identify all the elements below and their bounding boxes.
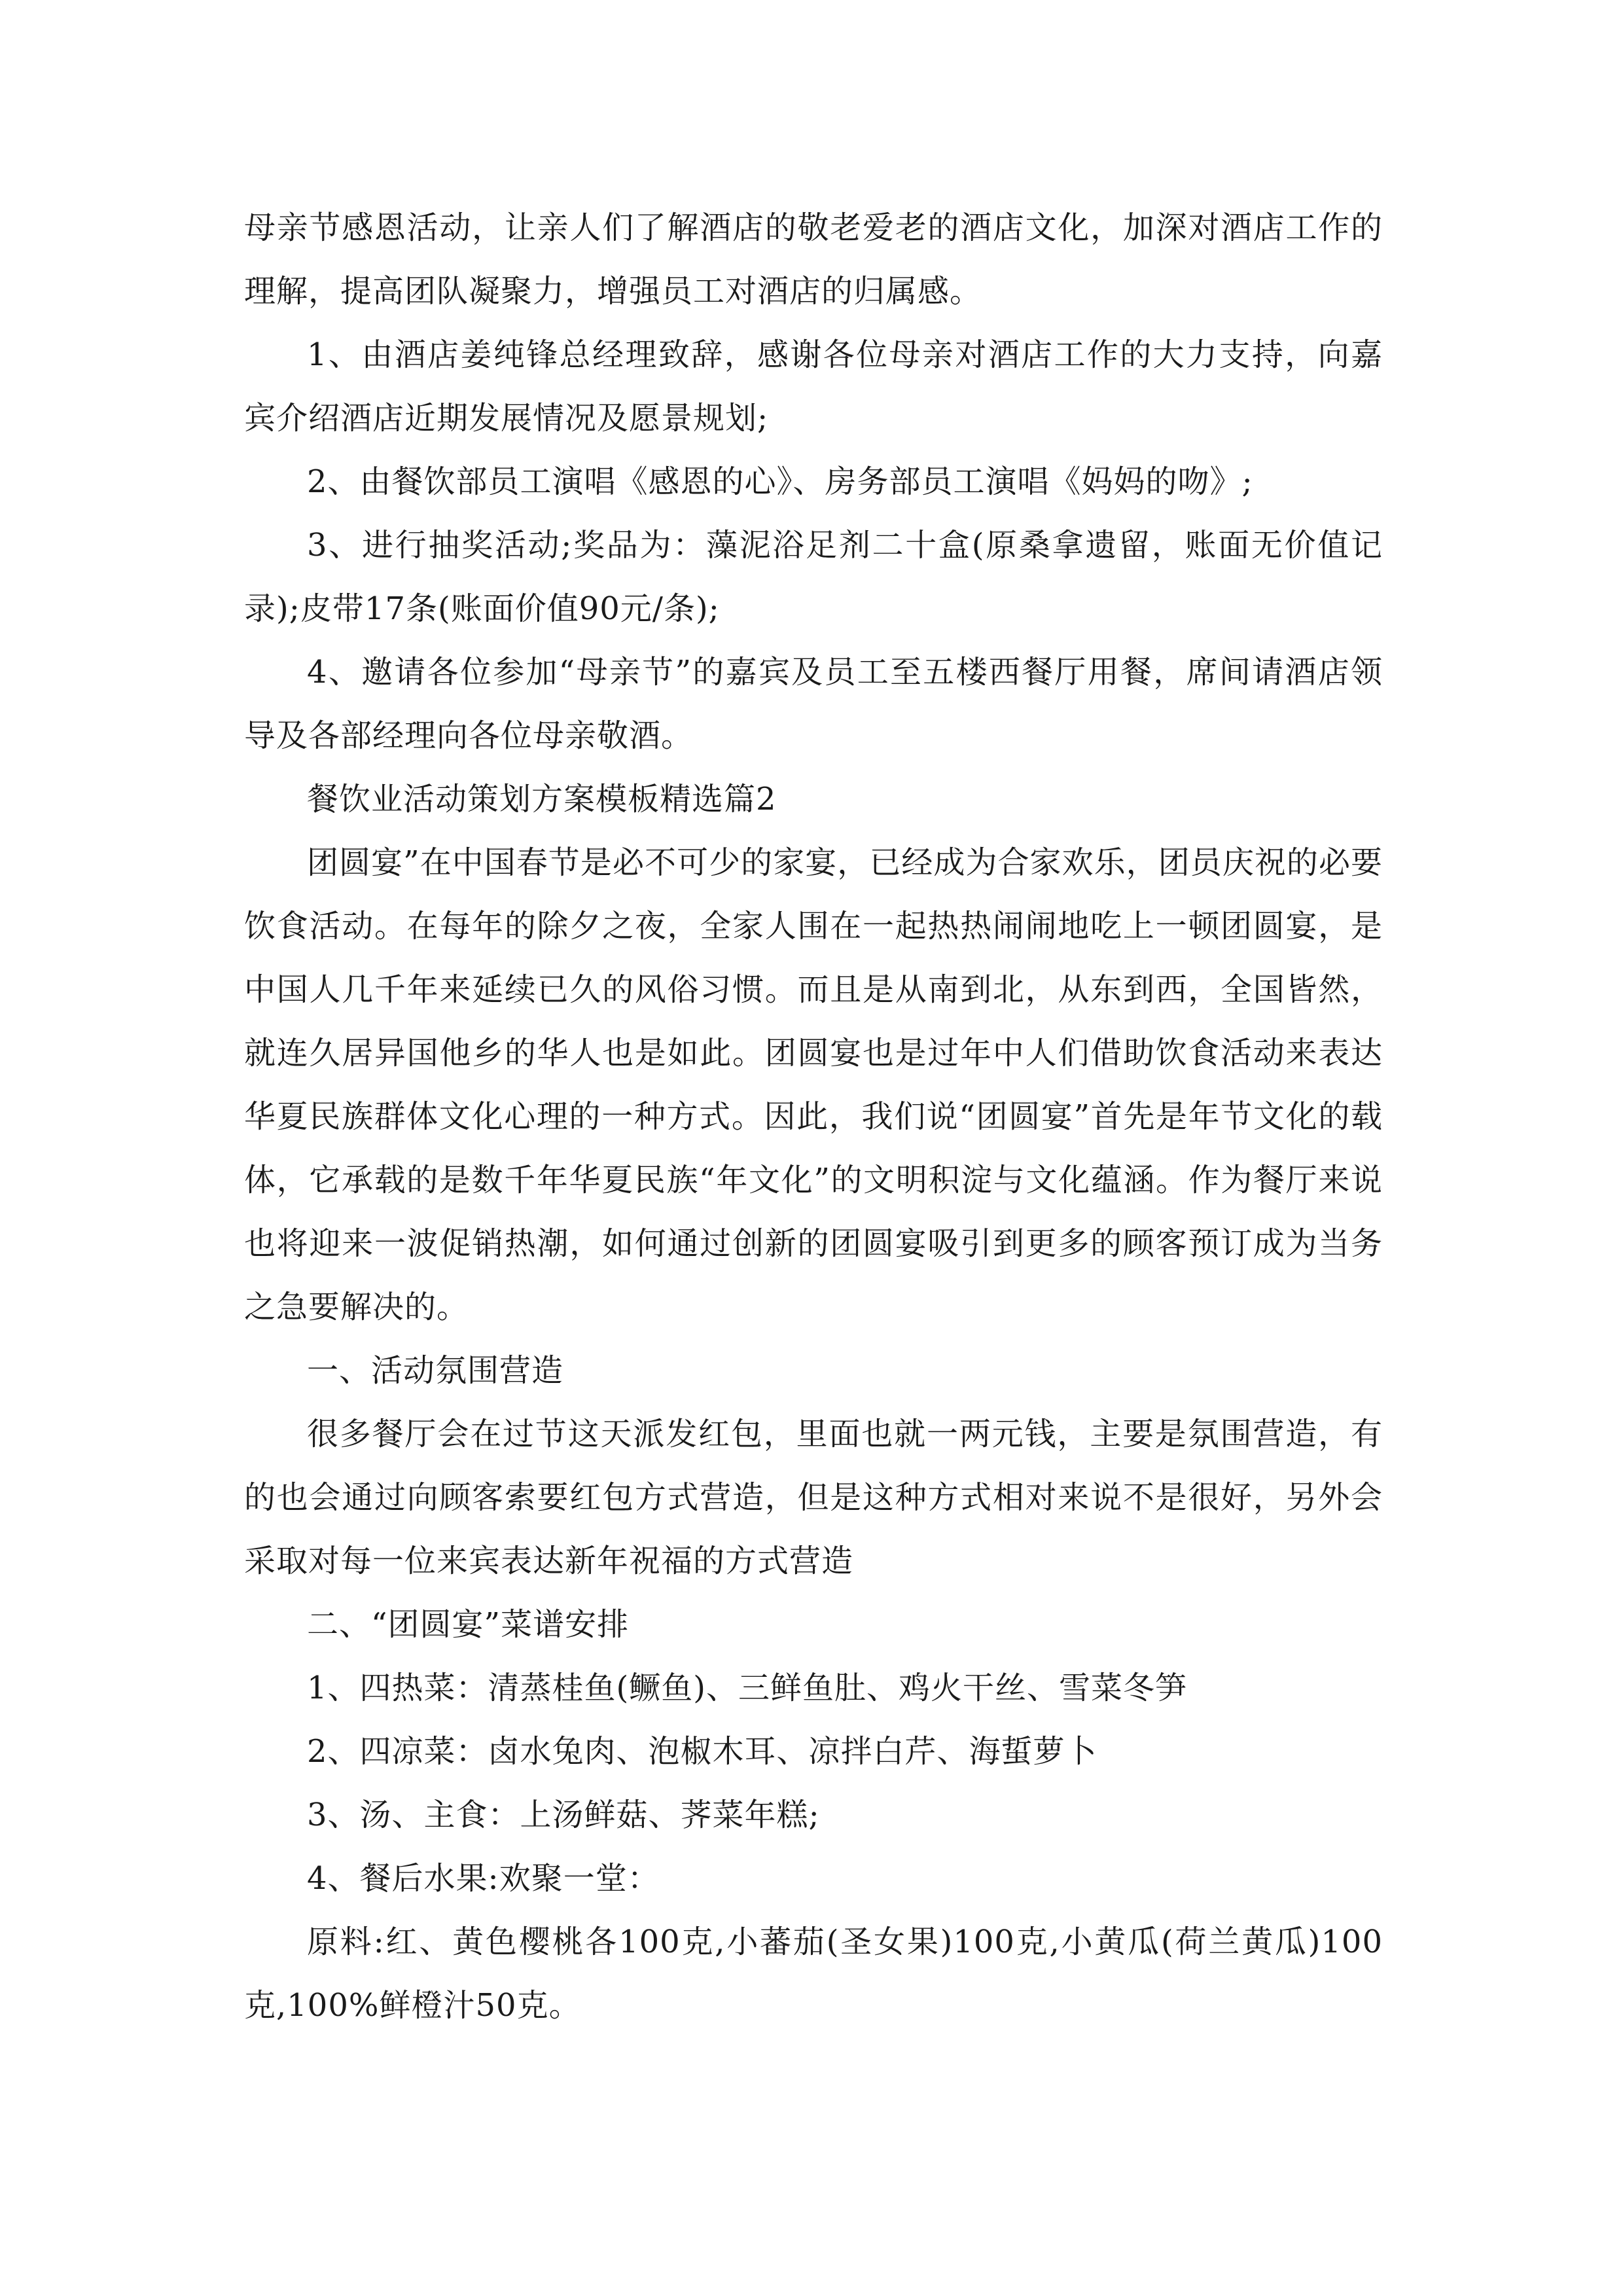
menu-item-cold-dishes: 2、四凉菜：卤水兔肉、泡椒木耳、凉拌白芹、海蜇萝卜: [307, 1733, 1097, 1770]
paragraph-item-2: 2、由餐饮部员工演唱《感恩的心》、房务部员工演唱《妈妈的吻》;: [307, 463, 1253, 500]
paragraph-intro: 母亲节感恩活动，让亲人们了解酒店的敬老爱老的酒店文化，加深对酒店工作的理解，提高团队凝聚力，增强员工对酒店的归属感。: [244, 209, 1383, 310]
subheading-menu: 二、“团圆宴”菜谱安排: [307, 1606, 630, 1643]
paragraph-item-1: 1、由酒店姜纯锋总经理致辞，感谢各位母亲对酒店工作的大力支持，向嘉宾介绍酒店近期发展情况及愿景规划;: [244, 336, 1383, 437]
document-body: [244, 196, 1383, 2037]
menu-item-hot-dishes: 1、四热菜：清蒸桂鱼(鳜鱼)、三鲜鱼肚、鸡火干丝、雪菜冬笋: [307, 1670, 1187, 1706]
subheading-atmosphere: 一、活动氛围营造: [307, 1352, 564, 1389]
paragraph-reunion-dinner: 团圆宴”在中国春节是必不可少的家宴，已经成为合家欢乐，团员庆祝的必要饮食活动。在每年的除夕之夜，全家人围在一起热热闹闹地吃上一顿团圆宴，是中国人几千年来延续已久的风俗习惯。而且是从南到北，从东到西，全国皆然，就连久居异国他乡的华人也是如此。团圆宴也是过年中人们借助饮食活动来表达华夏民族群体文化心理的一种方式。因此，我们说“团圆宴”首先是年节文化的载体，它承载的是数千年华夏民族“年文化”的文明积淀与文化蕴涵。作为餐厅来说也将迎来一波促销热潮，如何通过创新的团圆宴吸引到更多的顾客预订成为当务之急要解决的。: [244, 844, 1383, 1325]
paragraph-item-4: 4、邀请各位参加“母亲节”的嘉宾及员工至五楼西餐厅用餐，席间请酒店领导及各部经理向各位母亲敬酒。: [244, 654, 1383, 754]
section-heading-2: 餐饮业活动策划方案模板精选篇2: [307, 781, 777, 817]
paragraph-atmosphere: 很多餐厅会在过节这天派发红包，里面也就一两元钱，主要是氛围营造，有的也会通过向顾客索要红包方式营造，但是这种方式相对来说不是很好，另外会采取对每一位来宾表达新年祝福的方式营造: [244, 1416, 1383, 1579]
paragraph-item-3: 3、进行抽奖活动;奖品为：藻泥浴足剂二十盒(原桑拿遗留，账面无价值记录);皮带17条(账面价值90元/条);: [244, 527, 1383, 627]
menu-item-soup-staple: 3、汤、主食：上汤鲜菇、荠菜年糕;: [307, 1797, 820, 1833]
paragraph-ingredients: 原料:红、黄色樱桃各100克,小蕃茄(圣女果)100克,小黄瓜(荷兰黄瓜)100克,100%鲜橙汁50克。: [244, 1924, 1383, 2024]
menu-item-fruit: 4、餐后水果:欢聚一堂：: [307, 1860, 660, 1897]
